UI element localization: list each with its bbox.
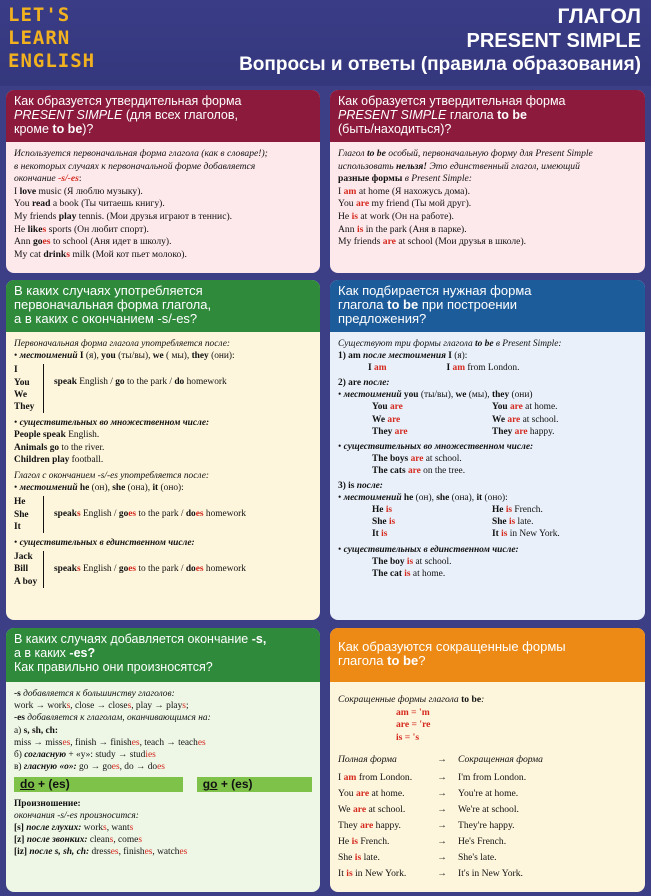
logo <box>8 4 95 73</box>
column-headers <box>338 754 637 767</box>
table-row: We are at school. → We're at school. <box>338 802 637 818</box>
logo-line-3: ENGLISH <box>8 50 96 72</box>
example-line: You are my friend (Ты мой друг). <box>338 198 472 210</box>
example-line: [z] после звонких: cleans, comes <box>14 835 142 846</box>
example-line: People speak English. <box>14 430 100 441</box>
example-line: She is She is late. <box>372 517 534 528</box>
table-row: I am from London. → I'm from London. <box>338 770 637 786</box>
card-body <box>6 332 320 593</box>
card-body <box>330 682 645 887</box>
rule-line: 2) are после: <box>338 378 390 389</box>
do-es-box: do + (es) <box>14 777 183 791</box>
card-heading: Как подбирается нужная форма глагола to be при построении предложения? <box>330 280 645 332</box>
arrow-icon: → <box>437 851 447 863</box>
subject-group <box>14 551 312 588</box>
col-short-form: Сокращенная форма <box>458 754 543 766</box>
logo-line-2: LEARN <box>8 27 71 49</box>
contraction-is: is = 's <box>396 731 420 743</box>
card-heading: Как образуется утвердительная форма PRESENT SIMPLE (для всех глаголов, кроме to be)? <box>6 90 320 142</box>
page-title <box>239 4 641 77</box>
rule-line: 3) is после: <box>338 481 383 492</box>
card-body <box>330 142 645 254</box>
rule-line: • существительных в единственном числе: <box>14 538 195 549</box>
intro-text: окончания -s/-es произносится: <box>14 810 139 821</box>
example-line: He likes sports (Он любит спорт). <box>14 223 149 235</box>
intro-text: разные формы в Present Simple: <box>338 173 472 185</box>
example-line: We are We are at school. <box>372 414 559 425</box>
example-line: Ann goes to school (Аня идет в школу). <box>14 236 172 248</box>
example-line: Children play football. <box>14 454 104 465</box>
example-line: My cat drinks milk (Мой кот пьет молоко). <box>14 248 187 260</box>
rule-line: • существительных во множественном числе: <box>14 418 210 429</box>
intro-text: в некоторых случаях к первоначальной форме добавляется <box>14 160 256 172</box>
card-endings <box>6 628 320 892</box>
example-line: They are They are happy. <box>372 426 555 437</box>
example-line: I love music (Я люблю музыку). <box>14 185 143 197</box>
example-line: miss → misses, finish → finishes, teach → teaches <box>14 737 206 748</box>
pronunciation-boxes <box>14 777 312 791</box>
example-line: He is at work (Он на работе). <box>338 210 454 222</box>
intro-text: Глагол to be особый, первоначальную форму для Present Simple <box>338 148 593 159</box>
arrow-icon: → <box>437 867 447 879</box>
col-full-form: Полная форма <box>338 754 397 766</box>
intro-text: Глагол с окончанием -s/-es употребляется после: <box>14 471 209 482</box>
card-affirmative-form <box>6 90 320 273</box>
rule-line: б) согласную + «у»: study → studies <box>14 750 156 761</box>
card-to-be-form <box>330 90 645 273</box>
title-line-1: ГЛАГОЛ <box>557 5 641 28</box>
example-line: The boy is at school. <box>372 556 452 567</box>
intro-text: использовать нельзя! Это единственный глагол, имеющий <box>338 160 580 172</box>
example-line: You are You are at home. <box>372 402 558 413</box>
verb-phrase: speaks English / goes to the park / does homework <box>54 564 246 575</box>
example-line: Animals go to the river. <box>14 442 105 453</box>
arrow-icon: → <box>437 803 447 815</box>
rule-line: • местоимений he (он), she (она), it (оно): <box>338 493 508 504</box>
intro-text: Первоначальная форма глагола употребляется после: <box>14 339 231 349</box>
rule-line: -s добавляется к большинству глаголов: <box>14 689 175 699</box>
card-heading: В каких случаях добавляется окончание -s, а в каких -es? Как правильно они произносятся? <box>6 628 320 682</box>
contraction-are: are = 're <box>396 719 431 731</box>
table-row: She is late. → She's late. <box>338 850 637 866</box>
arrow-icon: → <box>437 835 447 847</box>
contraction-list <box>338 707 637 745</box>
example-line: My friends play tennis. (Мои друзья играют в теннис). <box>14 210 233 222</box>
card-body <box>6 682 320 864</box>
example-line: It is It is in New York. <box>372 529 560 540</box>
intro-text: окончание -s/-es: <box>14 173 82 185</box>
card-body <box>6 142 320 266</box>
rule-line: в) гласную «о»: go → goes, do → does <box>14 762 165 773</box>
rule-line: • местоимений you (ты/вы), we (мы), they (они) <box>338 390 533 401</box>
example-line: You read a book (Ты читаешь книгу). <box>14 198 165 210</box>
example-line: The cat is at home. <box>372 568 446 579</box>
contraction-table <box>338 770 637 882</box>
table-row: He is French. → He's French. <box>338 834 637 850</box>
card-to-be-choice <box>330 280 645 620</box>
arrow-icon: → <box>437 771 447 783</box>
example-line: Ann is in the park (Аня в парке). <box>338 223 467 235</box>
title-line-3: Вопросы и ответы (правила образования) <box>239 54 641 75</box>
rule-line: • существительных во множественном числе: <box>338 441 534 452</box>
title-line-2: PRESENT SIMPLE <box>466 30 641 52</box>
intro-text: Сокращенные формы глагола to be: <box>338 694 485 705</box>
example-line: The cats are on the tree. <box>372 465 466 476</box>
card-heading: Как образуется утвердительная форма PRESENT SIMPLE глагола to be (быть/находиться)? <box>330 90 645 142</box>
logo-line-1: LET'S <box>8 4 71 26</box>
example-line: The boys are at school. <box>372 453 462 464</box>
verb-phrase: speaks English / goes to the park / does homework <box>54 509 246 520</box>
rule-line: • местоимений I (я), you (ты/вы), we ( мы), they (они): <box>14 351 235 362</box>
go-es-box: go + (es) <box>197 777 312 791</box>
example-group <box>338 504 637 540</box>
verb-phrase: speak English / go to the park / do homework <box>54 377 227 388</box>
intro-text: Существуют три формы глагола to be в Present Simple: <box>338 339 562 349</box>
header-banner <box>0 0 651 86</box>
pronunciation-heading: Произношение: <box>14 798 81 809</box>
subject-group <box>14 364 312 413</box>
example-group <box>338 401 637 437</box>
card-base-form-usage <box>6 280 320 620</box>
example-line: He is He is French. <box>372 505 543 516</box>
card-contractions <box>330 628 645 892</box>
intro-text: Используется первоначальная форма глагола (как в словаре!); <box>14 148 268 159</box>
arrow-icon: → <box>437 754 447 766</box>
card-heading: В каких случаях употребляется первоначальная форма глагола, а в каких с окончанием -s/-es? <box>6 280 320 332</box>
subjects-list: He She It <box>14 496 44 533</box>
table-row: It is in New York. → It's in New York. <box>338 866 637 882</box>
example-line: My friends are at school (Мои друзья в школе). <box>338 236 527 248</box>
rule-line: • местоимений he (он), she (она), it (оно): <box>14 483 184 494</box>
example-line: [s] после глухих: works, wants <box>14 823 134 834</box>
arrow-icon: → <box>437 819 447 831</box>
example-line: I am at home (Я нахожусь дома). <box>338 185 471 197</box>
table-row: They are happy. → They're happy. <box>338 818 637 834</box>
example-line: work → works, close → closes, play → plays; <box>14 701 189 712</box>
contraction-am: am = 'm <box>396 706 430 718</box>
subject-group <box>14 496 312 533</box>
example-line: I am I am from London. <box>368 363 520 374</box>
card-body <box>330 332 645 585</box>
subjects-list: Jack Bill A boy <box>14 551 44 588</box>
subjects-list: I You We They <box>14 364 44 413</box>
card-heading: Как образуются сокращенные формы глагола to be? <box>330 628 645 682</box>
rule-line: -es добавляется к глаголам, оканчивающимся на: <box>14 713 211 724</box>
arrow-icon: → <box>437 787 447 799</box>
rule-line: 1) am после местоимения I (я): <box>338 351 468 362</box>
example-line: [iz] после s, sh, ch: dresses, finishes, watches <box>14 847 188 858</box>
rule-line: а) s, sh, ch: <box>14 725 59 736</box>
table-row: You are at home. → You're at home. <box>338 786 637 802</box>
rule-line: • существительных в единственном числе: <box>338 544 519 555</box>
